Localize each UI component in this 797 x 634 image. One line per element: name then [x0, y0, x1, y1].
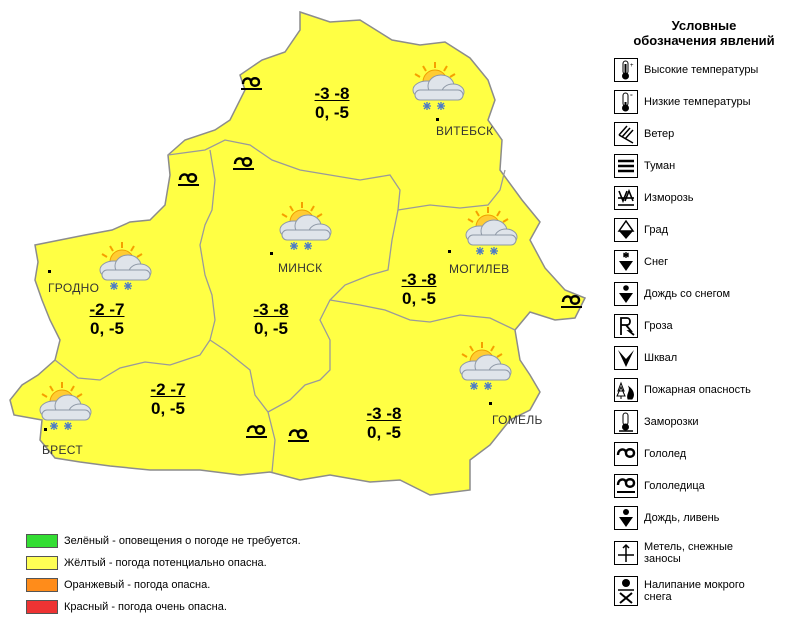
green-swatch	[26, 534, 58, 548]
city-label-brest: БРЕСТ	[42, 443, 83, 457]
legend-item	[614, 118, 794, 150]
city-dot-mogilev	[448, 250, 451, 253]
fire-danger-icon	[614, 378, 638, 402]
temperature-minsk	[239, 300, 303, 338]
city-label-gomel: ГОМЕЛЬ	[492, 413, 543, 427]
temperature-night: -2 -7	[89, 300, 125, 319]
city-dot-gomel	[489, 402, 492, 405]
legend-item	[614, 182, 794, 214]
city-label-mogilev: МОГИЛЕВ	[449, 262, 510, 276]
temperature-night: -3 -8	[401, 270, 437, 289]
city-dot-vitebsk	[436, 118, 439, 121]
rime-icon	[614, 186, 638, 210]
glaze-icon	[614, 442, 638, 466]
svg-text:+: +	[630, 63, 634, 69]
black-ice-icon	[614, 474, 638, 498]
squall-icon	[614, 346, 638, 370]
legend-item	[614, 86, 794, 118]
temperature-night: -3 -8	[314, 84, 350, 103]
legend-item-label: Низкие температуры	[644, 96, 751, 108]
city-dot-brest	[44, 428, 47, 431]
legend-item-label: Гроза	[644, 320, 673, 332]
temperature-gomel	[352, 404, 416, 442]
temperature-brest	[136, 380, 200, 418]
temperature-vitebsk	[300, 84, 364, 122]
hail-icon	[614, 218, 638, 242]
legend-item-label: Туман	[644, 160, 676, 172]
temperature-night: -3 -8	[366, 404, 402, 423]
orange-swatch	[26, 578, 58, 592]
city-dot-minsk	[270, 252, 273, 255]
warning-level-green	[26, 530, 301, 552]
legend-item-label: Заморозки	[644, 416, 699, 428]
warning-level-label: Красный - погода очень опасна.	[64, 601, 227, 613]
legend-item	[614, 246, 794, 278]
warning-level-label: Зелёный - оповещения о погоде не требуется.	[64, 535, 301, 547]
legend-item-label: Ветер	[644, 128, 675, 140]
city-label-grodno: ГРОДНО	[48, 281, 100, 295]
legend-item	[614, 150, 794, 182]
temperature-day: 0, -5	[401, 289, 437, 308]
legend-item-label: Высокие температуры	[644, 64, 759, 76]
legend-item-label: Дождь, ливень	[644, 512, 720, 524]
legend-item-label: Изморозь	[644, 192, 694, 204]
legend-item	[614, 470, 794, 502]
legend-item	[614, 54, 794, 86]
warning-level-label: Оранжевый - погода опасна.	[64, 579, 211, 591]
temperature-mogilev	[387, 270, 451, 308]
temperature-day: 0, -5	[253, 319, 289, 338]
temperature-night: -3 -8	[253, 300, 289, 319]
legend-item	[614, 310, 794, 342]
legend-item	[614, 214, 794, 246]
warning-level-red	[26, 596, 301, 618]
legend-title: Условные обозначения явлений	[633, 18, 775, 48]
temperature-night: -2 -7	[150, 380, 186, 399]
temperature-day: 0, -5	[89, 319, 125, 338]
warning-level-orange	[26, 574, 301, 596]
fog-icon	[614, 154, 638, 178]
city-label-vitebsk: ВИТЕБСК	[436, 124, 494, 138]
legend-item	[614, 502, 794, 534]
city-label-minsk: МИНСК	[278, 261, 323, 275]
svg-text:°: °	[630, 94, 633, 101]
legend-item	[614, 278, 794, 310]
red-swatch	[26, 600, 58, 614]
legend-item	[614, 534, 794, 572]
legend-item-label: Шквал	[644, 352, 678, 364]
wet-snow-icon	[614, 576, 638, 606]
temperature-day: 0, -5	[366, 423, 402, 442]
legend-item-label: Гололедица	[644, 480, 705, 492]
temperature-day: 0, -5	[150, 399, 186, 418]
thermometer-high-icon	[614, 58, 638, 82]
yellow-swatch	[26, 556, 58, 570]
city-dot-grodno	[48, 270, 51, 273]
sleet-icon	[614, 282, 638, 306]
warning-levels-legend	[26, 530, 301, 618]
temperature-day: 0, -5	[314, 103, 350, 122]
legend-item-label: Град	[644, 224, 668, 236]
legend-item-label: Снег	[644, 256, 669, 268]
frost-icon	[614, 410, 638, 434]
phenomena-legend	[614, 54, 794, 610]
thunderstorm-icon	[614, 314, 638, 338]
legend-item-label: Дождь со снегом	[644, 288, 731, 300]
warning-level-label: Жёлтый - погода потенциально опасна.	[64, 557, 267, 569]
legend-item	[614, 406, 794, 438]
legend-item	[614, 342, 794, 374]
snow-icon	[614, 250, 638, 274]
blizzard-icon	[614, 541, 638, 565]
wind-icon	[614, 122, 638, 146]
legend-item	[614, 572, 794, 610]
rain-shower-icon	[614, 506, 638, 530]
legend-item-label: Гололед	[644, 448, 687, 460]
temperature-grodno	[75, 300, 139, 338]
legend-item-label: Пожарная опасность	[644, 384, 751, 396]
legend-item	[614, 374, 794, 406]
legend-item-label: Налипание мокрого снега	[644, 579, 745, 603]
warning-level-yellow	[26, 552, 301, 574]
thermometer-low-icon	[614, 90, 638, 114]
legend-item	[614, 438, 794, 470]
legend-item-label: Метель, снежные заносы	[644, 541, 733, 565]
